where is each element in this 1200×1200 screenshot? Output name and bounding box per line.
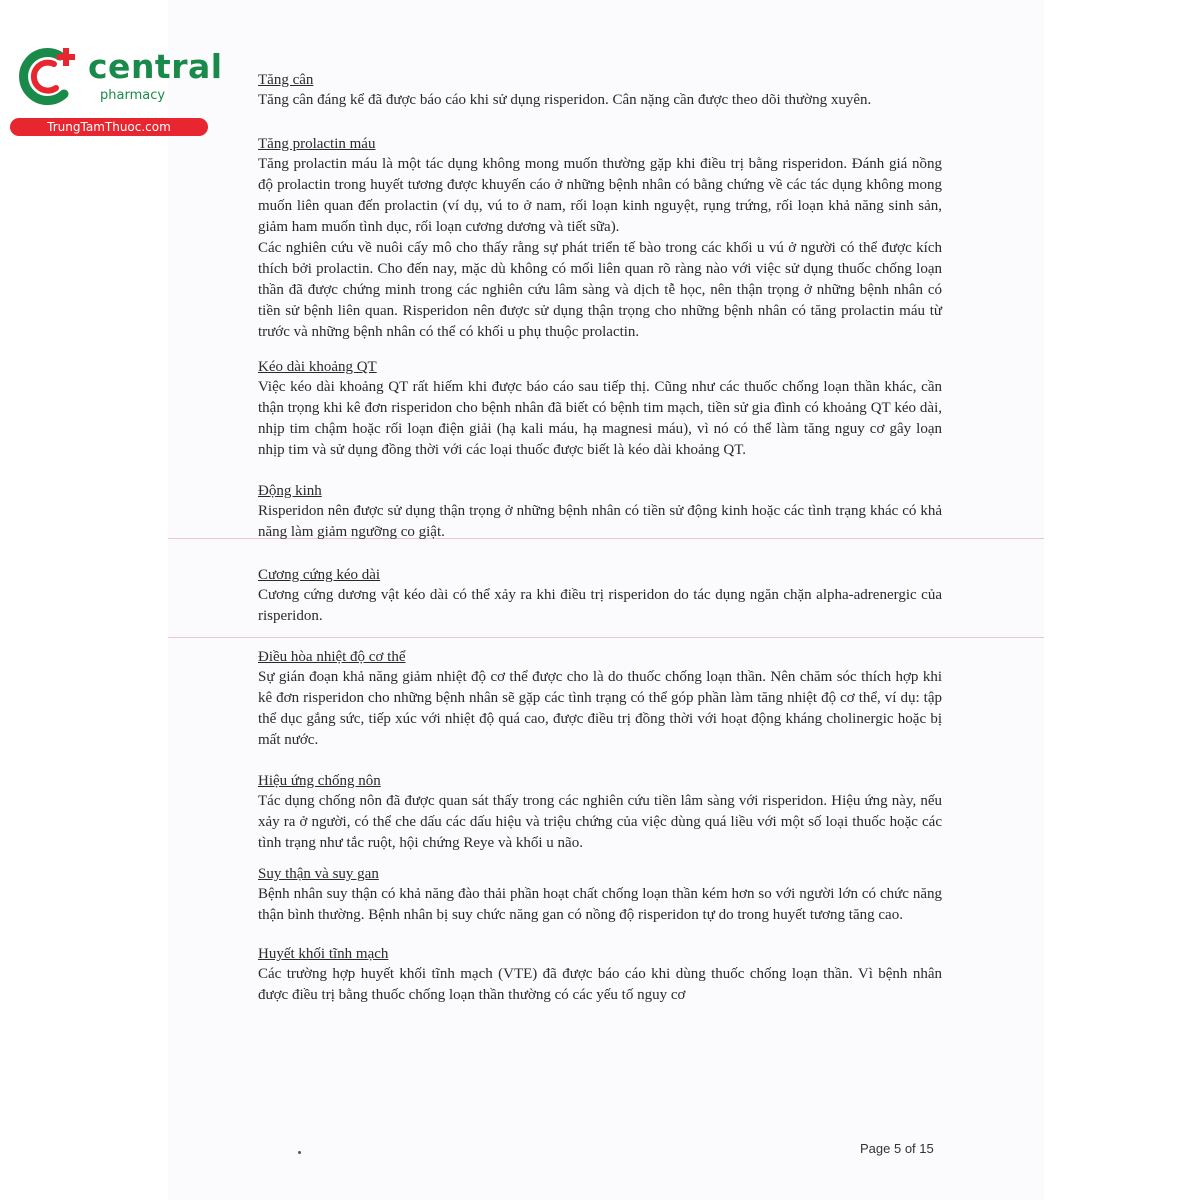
section-paragraph: Tác dụng chống nôn đã được quan sát thấy trong các nghiên cứu tiền lâm sàng với risperidon. Hiệu ứng này, nếu xảy ra ở người, có thể che dấu các dấu hiệu và triệu chứng của việc dùng quá liều với một số loại thuốc hoặc các tình trạng như tắc ruột, hội chứng Reye và khối u não.: [258, 793, 942, 851]
section-vte: [258, 944, 942, 1006]
section-paragraph: Tăng prolactin máu là một tác dụng không mong muốn thường gặp khi điều trị bằng risperidon. Đánh giá nồng độ prolactin trong huyết tương được khuyến cáo ở những bệnh nhân có bằng chứng về các tác dụng không mong muốn liên quan đến prolactin (ví dụ, vú to ở nam, rối loạn kinh nguyệt, rụng trứng, rối loạn khả năng sinh sản, giảm ham muốn tình dục, rối loạn cương dương và tiết sữa).: [258, 156, 942, 235]
section-hyperprolactinemia: [258, 134, 942, 343]
brand-name: central: [88, 47, 223, 86]
section-paragraph: Các nghiên cứu về nuôi cấy mô cho thấy rằng sự phát triển tế bào trong các khối u vú ở người có thể được kích thích bởi prolactin. Cho đến nay, mặc dù không có mối liên quan rõ ràng nào với việc sử dụng thuốc chống loạn thần đã được chứng minh trong các nghiên cứu lâm sàng và dịch tễ học, nên thận trọng ở những bệnh nhân có tiền sử bệnh liên quan. Risperidon nên được sử dụng thận trọng cho những bệnh nhân có tăng prolactin máu từ trước và những bệnh nhân có thể có khối u phụ thuộc prolactin.: [258, 240, 942, 340]
section-paragraph: Bệnh nhân suy thận có khả năng đào thải phần hoạt chất chống loạn thần kém hơn so với người lớn có chức năng thận bình thường. Bệnh nhân bị suy chức năng gan có nồng độ risperidon tự do trong huyết tương tăng cao.: [258, 886, 942, 923]
page-number: Page 5 of 15: [860, 1141, 934, 1156]
section-heading: Động kinh: [258, 483, 322, 499]
central-logo-icon: [14, 42, 82, 110]
section-heading: Huyết khối tĩnh mạch: [258, 946, 389, 962]
section-paragraph: Việc kéo dài khoảng QT rất hiếm khi được báo cáo sau tiếp thị. Cũng như các thuốc chống loạn thần khác, cần thận trọng khi kê đơn risperidon cho bệnh nhân đã biết có bệnh tim mạch, tiền sử gia đình có khoảng QT kéo dài, nhịp tim chậm hoặc rối loạn điện giải (hạ kali máu, hạ magnesi máu), vì nó có thể làm tăng nguy cơ gây loạn nhịp tim và sử dụng đồng thời với các loại thuốc được biết là kéo dài khoảng QT.: [258, 379, 942, 458]
page-mark: [298, 1151, 301, 1154]
section-weight-gain: [258, 70, 942, 111]
brand-website[interactable]: TrungTamThuoc.com: [10, 118, 208, 136]
brand-subtitle: pharmacy: [100, 88, 166, 103]
section-paragraph: Các trường hợp huyết khối tĩnh mạch (VTE) đã được báo cáo khi dùng thuốc chống loạn thần. Vì bệnh nhân được điều trị bằng thuốc chống loạn thần thường có các yếu tố nguy cơ: [258, 966, 942, 1003]
section-paragraph: Cương cứng dương vật kéo dài có thể xảy ra khi điều trị risperidon do tác dụng ngăn chặn alpha-adrenergic của risperidon.: [258, 587, 942, 624]
section-heading: Điều hòa nhiệt độ cơ thể: [258, 649, 406, 665]
section-body-temperature: [258, 647, 942, 751]
section-heading: Tăng prolactin máu: [258, 136, 376, 152]
section-paragraph: Risperidon nên được sử dụng thận trọng ở những bệnh nhân có tiền sử động kinh hoặc các tình trạng khác có khả năng làm giảm ngưỡng co giật.: [258, 503, 942, 540]
section-heading: Tăng cân: [258, 72, 314, 88]
section-heading: Kéo dài khoảng QT: [258, 359, 377, 375]
section-heading: Cương cứng kéo dài: [258, 567, 381, 583]
section-paragraph: Sự gián đoạn khả năng giảm nhiệt độ cơ thể được cho là do thuốc chống loạn thần. Nên chăm sóc thích hợp khi kê đơn risperidon cho những bệnh nhân sẽ gặp các tình trạng có thể góp phần làm tăng nhiệt độ cơ thể, ví dụ: tập thể dục gắng sức, tiếp xúc với nhiệt độ quá cao, được điều trị đồng thời với hoạt động kháng cholinergic hoặc bị mất nước.: [258, 669, 942, 748]
section-qt-prolongation: [258, 357, 942, 461]
section-heading: Hiệu ứng chống nôn: [258, 773, 381, 789]
section-heading: Suy thận và suy gan: [258, 866, 379, 882]
section-epilepsy: [258, 481, 942, 543]
section-renal-hepatic: [258, 864, 942, 926]
brand-logo[interactable]: [10, 36, 223, 136]
section-paragraph: Tăng cân đáng kể đã được báo cáo khi sử dụng risperidon. Cân nặng cần được theo dõi thường xuyên.: [258, 92, 872, 108]
section-priapism: [258, 565, 942, 627]
section-antiemetic-effect: [258, 771, 942, 854]
document-body: [258, 70, 942, 1006]
